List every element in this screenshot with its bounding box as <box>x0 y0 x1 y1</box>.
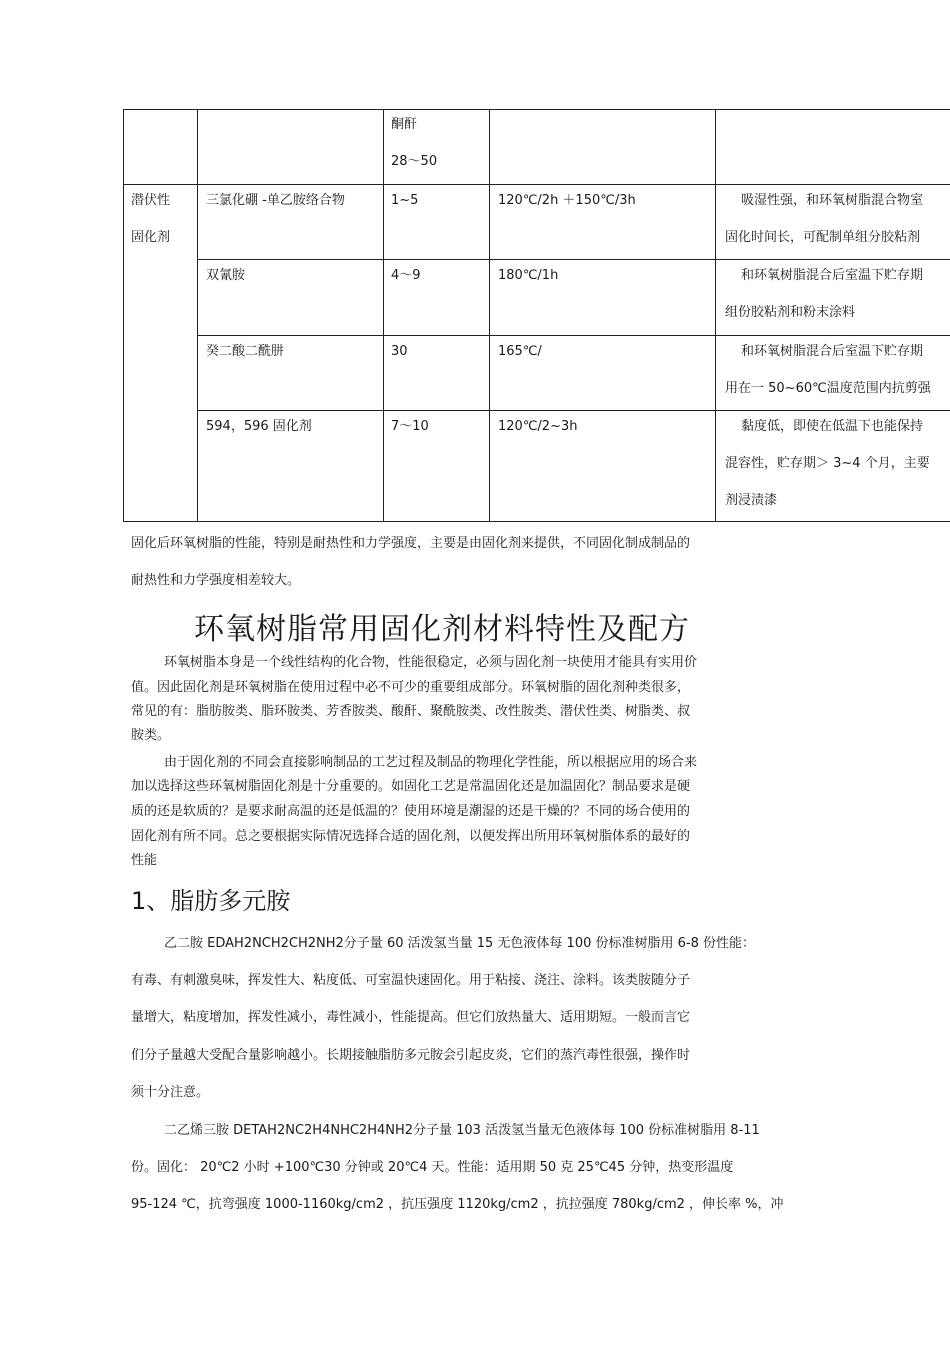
eda-line-2: 有毒、有刺激臭味，挥发性大、粘度低、可室温快速固化。用于粘接、浇注、涂料。该类胺随分子 <box>131 973 691 988</box>
curing-agent-table <box>123 109 950 522</box>
intro2-line-4: 固化剂有所不同。总之要根据实际情况选择合适的固化剂，以便发挥出所用环氧树脂体系的最好的 <box>131 829 691 844</box>
deta-line-1: 二乙烯三胺 DETAH2NC2H4NHC2H4NH2分子量 103 活泼氢当量无色液体每 100 份标准树脂用 8-11 <box>164 1123 760 1138</box>
cell-row4-name: 594，596 固化剂 <box>206 419 312 434</box>
cell-row2-notes: 和环氧树脂混合后室温下贮存期 组份胶粘剂和粉末涂料 <box>725 268 924 320</box>
col-divider <box>123 109 124 522</box>
deta-line-3: 95-124 ℃，抗弯强度 1000-1160kg/cm2 ，抗压强度 1120kg/cm2 ，抗拉强度 780kg/cm2 ，伸长率 %，冲 <box>131 1197 784 1212</box>
intro1-line-2: 值。因此固化剂是环氧树脂在使用过程中必不可少的重要组成部分。环氧树脂的固化剂种类很多， <box>131 680 691 695</box>
col-divider <box>197 109 198 522</box>
eda-line-5: 须十分注意。 <box>131 1085 210 1100</box>
cell-row4-cure: 120℃/2~3h <box>498 419 578 434</box>
intro2-line-2: 加以选择这些环氧树脂固化剂是十分重要的。如固化工艺是常温固化还是加温固化？制品要求是硬 <box>131 779 691 794</box>
deta-line-2: 份。固化： 20℃2 小时 +100℃30 分钟或 20℃4 天。性能：适用期 50 克 25℃45 分钟，热变形温度 <box>131 1160 734 1175</box>
col-divider <box>383 109 384 522</box>
cell-row4-dosage: 7～10 <box>391 419 429 434</box>
intro1-line-4: 胺类。 <box>131 728 171 743</box>
cell-row3-cure: 165℃/ <box>498 344 542 359</box>
intro1-line-3: 常见的有：脂肪胺类、脂环胺类、芳香胺类、酸酐、聚酰胺类、改性胺类、潜伏性类、树脂类、叔 <box>131 704 691 719</box>
eda-line-1: 乙二胺 EDAH2NCH2CH2NH2分子量 60 活泼氢当量 15 无色液体每 100 份标准树脂用 6-8 份性能： <box>164 936 755 951</box>
cell-row4-notes: 黏度低，即使在低温下也能保持 混容性，贮存期＞ 3~4 个月，主要 剂浸渍漆 <box>725 419 930 508</box>
cell-row3-name: 癸二酸二酰肼 <box>206 344 285 359</box>
after-table-line-1: 固化后环氧树脂的性能，特别是耐热性和力学强度，主要是由固化剂来提供，不同固化制成制品的 <box>131 536 691 551</box>
section-heading: 1、脂肪多元胺 <box>131 887 291 915</box>
cell-row1-dosage: 1~5 <box>391 193 419 208</box>
eda-line-4: 们分子量越大受配合量影响越小。长期接触脂肪多元胺会引起皮炎，它们的蒸汽毒性很强，操作时 <box>131 1048 691 1063</box>
eda-line-3: 量增大，粘度增加，挥发性减小，毒性减小，性能提高。但它们放热量大、适用期短。一般而言它 <box>131 1010 691 1025</box>
cell-row2-name: 双氰胺 <box>206 268 246 283</box>
cell-row3-dosage: 30 <box>391 344 408 359</box>
intro1-line-1: 环氧树脂本身是一个线性结构的化合物，性能很稳定，必须与固化剂一块使用才能具有实用价 <box>164 655 698 670</box>
cell-category-latent: 潜伏性 固化剂 <box>131 193 171 245</box>
table-border-top <box>123 109 950 110</box>
after-table-line-2: 耐热性和力学强度相差较大。 <box>131 573 301 588</box>
intro2-line-5: 性能 <box>131 853 158 868</box>
cell-row2-cure: 180℃/1h <box>498 268 559 283</box>
cell-row3-notes: 和环氧树脂混合后室温下贮存期 用在一 50~60℃温度范围内抗剪强 <box>725 344 931 396</box>
col-divider <box>715 109 716 522</box>
cell-row2-dosage: 4～9 <box>391 268 421 283</box>
intro2-line-3: 质的还是软质的？是要求耐高温的还是低温的？使用环境是潮湿的还是干燥的？不同的场合使用的 <box>131 804 691 819</box>
cell-row1-notes: 吸湿性强，和环氧树脂混合物室 固化时间长，可配制单组分胶粘剂 <box>725 193 924 245</box>
table-border-bottom <box>123 521 950 522</box>
cell-row0-dosage: 酮酐 28～50 <box>391 117 438 169</box>
intro2-line-1: 由于固化剂的不同会直接影响制品的工艺过程及制品的物理化学性能，所以根据应用的场合来 <box>164 755 698 770</box>
page-title: 环氧树脂常用固化剂材料特性及配方 <box>194 612 690 647</box>
cell-row1-cure: 120℃/2h ＋150℃/3h <box>498 193 636 208</box>
col-divider <box>489 109 490 522</box>
cell-row1-name: 三氯化硼 -单乙胺络合物 <box>206 193 345 208</box>
